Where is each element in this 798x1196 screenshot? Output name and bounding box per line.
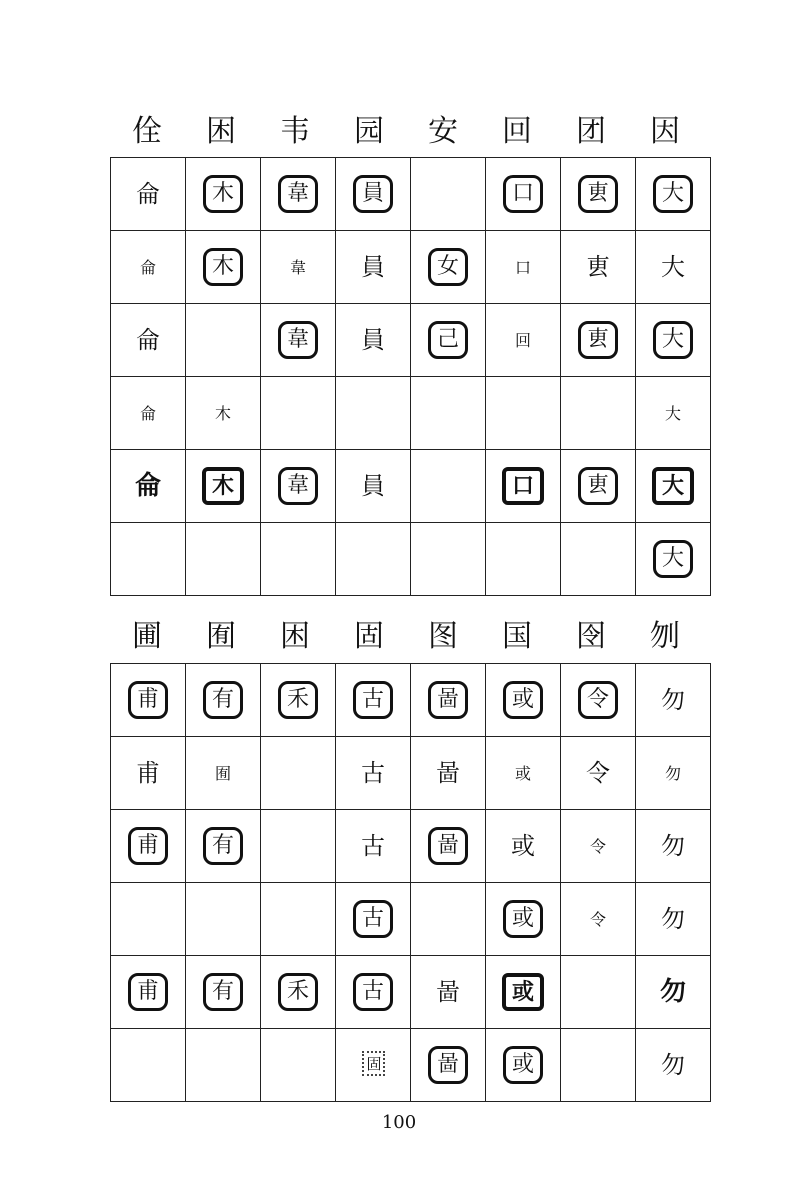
seal-cell: [486, 810, 561, 883]
seal-glyph: 禾: [278, 681, 318, 719]
seal-cell: [636, 810, 711, 883]
seal-glyph: 大: [653, 175, 693, 213]
seal-cell: [111, 523, 186, 596]
seal-cell: [561, 523, 636, 596]
seal-glyph: 勿: [659, 977, 686, 1007]
seal-row: [111, 231, 711, 304]
seal-glyph: 口: [502, 467, 544, 505]
seal-cell: [411, 231, 486, 304]
seal-cell: [486, 664, 561, 737]
seal-glyph: 叀: [578, 321, 618, 359]
seal-cell: [486, 956, 561, 1029]
seal-cell: [186, 883, 261, 956]
seal-cell: [411, 883, 486, 956]
seal-glyph: 啚: [436, 759, 460, 787]
seal-glyph: 侖: [139, 403, 156, 423]
column-header-character: 图: [428, 619, 458, 654]
seal-glyph: 有: [203, 827, 243, 865]
seal-cell: [111, 304, 186, 377]
section1-seal-table: [110, 157, 711, 596]
seal-cell: [411, 523, 486, 596]
column-header-character: 困: [280, 619, 310, 654]
seal-glyph: 口: [514, 257, 531, 277]
seal-glyph: 侖: [134, 471, 161, 501]
seal-row: [111, 158, 711, 231]
seal-cell: [111, 737, 186, 810]
seal-cell: [261, 450, 336, 523]
seal-cell: [561, 304, 636, 377]
seal-cell: [486, 883, 561, 956]
seal-cell: [336, 450, 411, 523]
seal-glyph: 韋: [278, 467, 318, 505]
seal-glyph: 或: [503, 900, 543, 938]
column-header-character: 因: [650, 114, 680, 149]
seal-glyph: 勿: [661, 832, 685, 860]
seal-cell: [336, 304, 411, 377]
seal-cell: [636, 956, 711, 1029]
seal-glyph: 有: [203, 681, 243, 719]
seal-cell: [636, 304, 711, 377]
seal-cell: [336, 231, 411, 304]
seal-cell: [411, 1029, 486, 1102]
column-header-character: 囿: [206, 619, 236, 654]
seal-cell: [411, 664, 486, 737]
seal-glyph: 勿: [661, 1051, 685, 1079]
seal-glyph: 回: [514, 330, 531, 350]
seal-cell: [336, 1029, 411, 1102]
seal-cell: [261, 956, 336, 1029]
seal-row: [111, 737, 711, 810]
column-header-character: 回: [502, 114, 532, 149]
seal-cell: [561, 450, 636, 523]
seal-glyph: 甫: [128, 973, 168, 1011]
seal-cell: [261, 158, 336, 231]
seal-glyph: 勿: [664, 763, 681, 783]
seal-cell: [411, 956, 486, 1029]
seal-glyph: 禾: [278, 973, 318, 1011]
seal-cell: [261, 664, 336, 737]
seal-cell: [486, 304, 561, 377]
seal-cell: [636, 377, 711, 450]
seal-glyph: 韋: [278, 175, 318, 213]
seal-cell: [186, 450, 261, 523]
seal-glyph: 己: [428, 321, 468, 359]
seal-row: [111, 883, 711, 956]
seal-glyph: 古: [353, 973, 393, 1011]
section2-seal-table: [110, 663, 711, 1102]
seal-cell: [561, 810, 636, 883]
seal-cell: [486, 158, 561, 231]
seal-cell: [636, 664, 711, 737]
seal-glyph: 侖: [136, 180, 160, 208]
seal-glyph: 大: [652, 467, 694, 505]
column-header-character: 圃: [132, 619, 162, 654]
column-header-character: 困: [206, 114, 236, 149]
seal-glyph: 古: [361, 832, 385, 860]
seal-glyph: 女: [428, 248, 468, 286]
seal-glyph: 古: [353, 681, 393, 719]
seal-glyph: 啚: [428, 827, 468, 865]
seal-row: [111, 377, 711, 450]
seal-cell: [261, 810, 336, 883]
seal-glyph: 甫: [128, 681, 168, 719]
section2-header-row: [110, 617, 702, 657]
seal-cell: [411, 158, 486, 231]
seal-glyph: 或: [503, 1046, 543, 1084]
seal-cell: [636, 737, 711, 810]
seal-glyph: 侖: [136, 326, 160, 354]
seal-row: [111, 523, 711, 596]
seal-cell: [336, 664, 411, 737]
seal-glyph: 口: [503, 175, 543, 213]
seal-glyph: 叀: [578, 175, 618, 213]
seal-cell: [336, 810, 411, 883]
seal-glyph: 啚: [428, 681, 468, 719]
seal-cell: [336, 523, 411, 596]
seal-cell: [336, 158, 411, 231]
seal-cell: [186, 810, 261, 883]
seal-cell: [411, 450, 486, 523]
seal-cell: [186, 956, 261, 1029]
seal-glyph: 韋: [278, 321, 318, 359]
seal-glyph: 大: [664, 403, 681, 423]
seal-row: [111, 450, 711, 523]
column-header-character: 佺: [132, 114, 162, 149]
column-header-character: 国: [502, 619, 532, 654]
seal-glyph: 令: [589, 909, 606, 929]
seal-cell: [411, 377, 486, 450]
seal-cell: [111, 664, 186, 737]
seal-glyph: 員: [361, 253, 385, 281]
seal-glyph: 或: [502, 973, 544, 1011]
seal-cell: [261, 304, 336, 377]
seal-glyph: 囿: [214, 763, 231, 783]
seal-row: [111, 956, 711, 1029]
seal-row: [111, 664, 711, 737]
seal-cell: [636, 883, 711, 956]
seal-glyph: 啚: [428, 1046, 468, 1084]
seal-cell: [561, 664, 636, 737]
seal-glyph: 大: [653, 540, 693, 578]
seal-cell: [261, 231, 336, 304]
seal-cell: [636, 231, 711, 304]
seal-cell: [111, 377, 186, 450]
seal-cell: [111, 810, 186, 883]
seal-glyph: 令: [586, 759, 610, 787]
seal-row: [111, 304, 711, 377]
seal-glyph: 勿: [661, 905, 685, 933]
seal-glyph: 韋: [289, 257, 306, 277]
page-number: 100: [381, 1112, 417, 1133]
column-header-character: 囹: [576, 619, 606, 654]
seal-cell: [561, 1029, 636, 1102]
seal-cell: [336, 956, 411, 1029]
seal-glyph: 或: [514, 763, 531, 783]
seal-cell: [186, 304, 261, 377]
seal-glyph: 有: [203, 973, 243, 1011]
seal-glyph: 古: [353, 900, 393, 938]
seal-cell: [111, 450, 186, 523]
seal-glyph: 令: [578, 681, 618, 719]
seal-cell: [636, 1029, 711, 1102]
seal-cell: [111, 158, 186, 231]
seal-cell: [336, 737, 411, 810]
seal-cell: [186, 664, 261, 737]
column-header-character: 韦: [280, 114, 310, 149]
seal-cell: [186, 523, 261, 596]
seal-glyph: 員: [353, 175, 393, 213]
seal-glyph: 木: [203, 175, 243, 213]
seal-cell: [261, 883, 336, 956]
seal-cell: [486, 450, 561, 523]
seal-cell: [486, 737, 561, 810]
seal-cell: [261, 1029, 336, 1102]
column-header-character: 固: [354, 619, 384, 654]
seal-glyph: 大: [661, 253, 685, 281]
seal-glyph: 大: [653, 321, 693, 359]
seal-cell: [111, 883, 186, 956]
seal-cell: [111, 956, 186, 1029]
seal-cell: [561, 883, 636, 956]
seal-cell: [561, 231, 636, 304]
seal-cell: [186, 231, 261, 304]
seal-glyph: 或: [511, 832, 535, 860]
column-header-character: 安: [428, 114, 458, 149]
seal-glyph: 固: [362, 1051, 385, 1076]
seal-cell: [411, 810, 486, 883]
seal-cell: [186, 737, 261, 810]
seal-row: [111, 810, 711, 883]
seal-cell: [186, 158, 261, 231]
seal-cell: [411, 304, 486, 377]
seal-cell: [561, 158, 636, 231]
seal-cell: [261, 523, 336, 596]
seal-cell: [186, 377, 261, 450]
seal-cell: [336, 883, 411, 956]
seal-cell: [486, 1029, 561, 1102]
seal-cell: [111, 231, 186, 304]
column-header-character: 刎: [650, 619, 680, 654]
seal-glyph: 員: [361, 326, 385, 354]
column-header-character: 团: [576, 114, 606, 149]
seal-cell: [486, 231, 561, 304]
seal-glyph: 員: [361, 472, 385, 500]
seal-cell: [186, 1029, 261, 1102]
seal-row: [111, 1029, 711, 1102]
seal-glyph: 木: [214, 403, 231, 423]
seal-glyph: 勿: [661, 686, 685, 714]
seal-glyph: 令: [589, 836, 606, 856]
seal-cell: [636, 450, 711, 523]
seal-cell: [486, 377, 561, 450]
seal-cell: [486, 523, 561, 596]
section1-header-row: [110, 112, 702, 152]
seal-cell: [111, 1029, 186, 1102]
seal-glyph: 叀: [578, 467, 618, 505]
seal-cell: [561, 956, 636, 1029]
column-header-character: 园: [354, 114, 384, 149]
seal-glyph: 或: [503, 681, 543, 719]
seal-glyph: 甫: [136, 759, 160, 787]
seal-cell: [411, 737, 486, 810]
seal-glyph: 叀: [586, 253, 610, 281]
seal-cell: [561, 737, 636, 810]
seal-glyph: 木: [203, 248, 243, 286]
seal-glyph: 古: [361, 759, 385, 787]
seal-glyph: 侖: [139, 257, 156, 277]
seal-cell: [561, 377, 636, 450]
seal-cell: [336, 377, 411, 450]
seal-glyph: 木: [202, 467, 244, 505]
seal-cell: [261, 737, 336, 810]
seal-cell: [261, 377, 336, 450]
seal-cell: [636, 523, 711, 596]
seal-cell: [636, 158, 711, 231]
seal-glyph: 甫: [128, 827, 168, 865]
seal-glyph: 啚: [436, 978, 460, 1006]
